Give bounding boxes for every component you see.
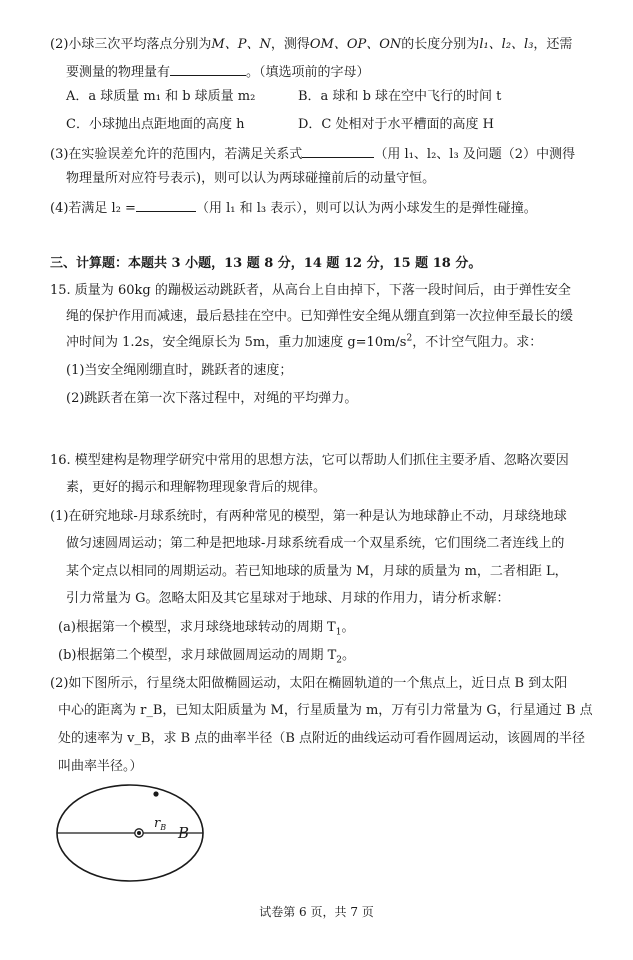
q16-line2: 素，更好的揭示和理解物理现象背后的规律。 <box>66 480 327 495</box>
q16-part-b <box>58 647 355 665</box>
text: 。 <box>342 648 356 663</box>
section-heading: 三、计算题：本题共 3 小题，13 题 8 分，14 题 12 分，15 题 18 分。 <box>50 256 482 271</box>
q14-part3-line2: 物理量所对应符号表示)，则可以认为两球碰撞前后的动量守恒。 <box>66 171 436 186</box>
option-d: D．C 处相对于水平槽面的高度 H <box>298 117 494 132</box>
q14-part2-line2 <box>66 62 370 82</box>
q14-part4 <box>50 198 537 218</box>
sun-dot-inner <box>137 831 141 835</box>
text: （用 l₁、l₂、l₃ 及问题（2）中测得 <box>374 147 576 162</box>
orbit-figure <box>50 782 210 892</box>
q15-line2: 绳的保护作用而减速，最后悬挂在空中。已知弹性安全绳从绷直到第一次拉伸至最长的缓 <box>66 309 574 324</box>
q15-line3 <box>66 334 542 352</box>
q16-part2-line1: (2)如下图所示，行星绕太阳做椭圆运动，太阳在椭圆轨道的一个焦点上，近日点 B 到太阳 <box>50 676 568 691</box>
q15-line1: 15. 质量为 60kg 的蹦极运动跳跃者，从高台上自由掉下，下落一段时间后，由于弹性安全 <box>50 283 571 298</box>
q16-part1-line1: (1)在研究地球-月球系统时，有两种常见的模型，第一种是认为地球静止不动，月球绕地球 <box>50 509 567 524</box>
text-vars: M、P、N <box>211 37 271 52</box>
text-segs: OM、OP、ON <box>309 37 402 52</box>
q16-part2-line2: 中心的距离为 r_B，已知太阳质量为 M，行星质量为 m，万有引力常量为 G，行星通过 B 点 <box>58 703 593 718</box>
answer-blank[interactable] <box>136 198 196 212</box>
answer-blank[interactable] <box>302 144 374 158</box>
point-b-label: B <box>178 824 190 842</box>
text: (2)小球三次平均落点分别为 <box>50 37 212 52</box>
option-c: C．小球抛出点距地面的高度 h <box>66 117 245 132</box>
q14-part3-line1 <box>50 144 575 164</box>
text: ，测得 <box>270 37 310 52</box>
answer-blank[interactable] <box>170 62 246 76</box>
q15-sub2: (2)跳跃者在第一次下落过程中，对绳的平均弹力。 <box>66 391 358 406</box>
text: (a)根据第一个模型，求月球绕地球转动的周期 T <box>58 620 336 635</box>
rb-label-sub: B <box>160 823 167 832</box>
q14-part2-line1 <box>50 36 572 54</box>
rb-label-main: r <box>154 816 161 831</box>
planet-dot <box>153 791 158 796</box>
text: 要测量的物理量有 <box>66 65 171 80</box>
text: 。（填选项前的字母） <box>246 65 370 80</box>
subscript: 2 <box>336 655 343 666</box>
text: ，还需 <box>533 37 573 52</box>
subscript: 1 <box>335 627 342 638</box>
text: （用 l₁ 和 l₃ 表示），则可以认为两小球发生的是弹性碰撞。 <box>195 201 537 216</box>
text: (b)根据第二个模型，求月球做圆周运动的周期 T <box>58 648 337 663</box>
text: 。 <box>341 620 355 635</box>
option-a: A．a 球质量 m₁ 和 b 球质量 m₂ <box>66 89 256 104</box>
q16-part-a <box>58 619 354 637</box>
text: (3)在实验误差允许的范围内，若满足关系式 <box>50 147 303 162</box>
q16-part2-line3: 处的速率为 v_B，求 B 点的曲率半径（B 点附近的曲线运动可看作圆周运动，该圆周的半径 <box>58 731 586 746</box>
text-ls: l₁、l₂、l₃ <box>479 37 534 52</box>
text: (4)若满足 l₂ = <box>50 201 136 216</box>
page-number: 试卷第 6 页，共 7 页 <box>259 905 374 919</box>
q16-line1: 16. 模型建构是物理学研究中常用的思想方法，它可以帮助人们抓住主要矛盾、忽略次要因 <box>50 453 569 468</box>
q16-part1-line3: 某个定点以相同的周期运动。若已知地球的质量为 M，月球的质量为 m，二者相距 L， <box>66 564 568 579</box>
text: 冲时间为 1.2s，安全绳原长为 5m，重力加速度 g=10m/s <box>66 335 407 350</box>
text: ，不计空气阻力。求： <box>412 335 543 350</box>
q15-sub1: (1)当安全绳刚绷直时，跳跃者的速度； <box>66 363 293 378</box>
q16-part1-line2: 做匀速圆周运动；第二种是把地球-月球系统看成一个双星系统，它们围绕二者连线上的 <box>66 536 565 551</box>
rb-label <box>154 816 166 832</box>
text: 的长度分别为 <box>401 37 480 52</box>
option-b: B．a 球和 b 球在空中飞行的时间 t <box>298 89 502 104</box>
q16-part2-line4: 叫曲率半径。） <box>58 759 143 774</box>
superscript: 2 <box>406 333 413 344</box>
q16-part1-line4: 引力常量为 G。忽略太阳及其它星球对于地球、月球的作用力，请分析求解： <box>66 591 510 606</box>
